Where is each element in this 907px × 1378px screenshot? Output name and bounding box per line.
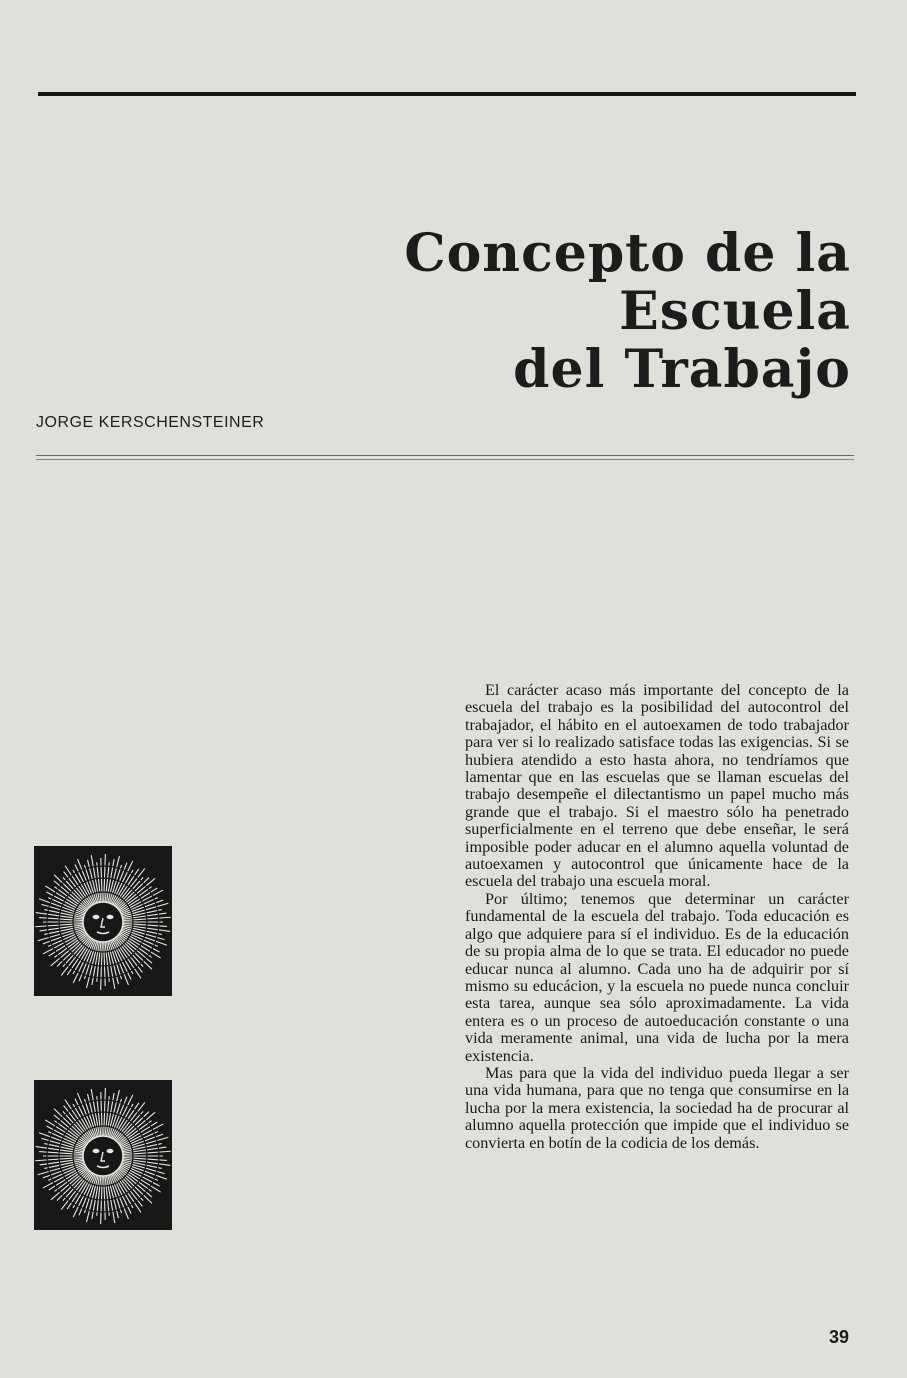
author-divider-secondary [36,459,854,460]
sun-eye [93,915,100,919]
sun-ray [101,1092,103,1136]
sun-eye [107,915,114,919]
sun-face-disk [83,1136,123,1176]
article-body [465,682,849,1152]
paragraph: Por último; tenemos que determinar un carácter fundamental de la escuela del trabajo. Toda educación es algo que adquiere para sí el individuo. Es de la educación de su propia alma de lo que se trata. El educador no puede educar nunca al alumno. Cada uno ha de adquirir por sí mismo su educácion, y la escuela no puede nunca concluir esta tarea, aunque sea sólo aproximadamente. La vida entera es o un proceso de autoeducación constante o una vida meramente animal, una vida de lucha por la mera existencia. [465,889,849,1065]
sun-ray [101,858,103,902]
sun-eye [93,1149,100,1153]
sun-eye [107,1149,114,1153]
sun-ray [104,1176,106,1220]
page-number: 39 [828,1327,849,1347]
author-name: JORGE KERSCHENSTEINER [36,414,265,431]
top-rule [38,92,856,96]
author-divider [36,455,854,456]
sun-ray [104,942,106,986]
sun-face-disk [83,902,123,942]
paragraph: Mas para que la vida del individuo pueda llegar a ser una vida humana, para que no tenga que consumirse en la lucha por la mera existencia, la sociedad ha de procurar al alumno aquella protección que impide que el individuo se convierta en botín de la codicia de los demás. [465,1063,849,1152]
article-title [231,225,851,399]
sun-face-illustration [34,1080,172,1230]
title-line-1: Concepto de la Escuela [404,223,851,342]
title-line-2: del Trabajo [513,339,851,400]
sun-face-illustration [34,846,172,996]
paragraph: El carácter acaso más importante del concepto de la escuela del trabajo es la posibilidad del autocontrol del trabajador, el hábito en el autoexamen de todo trabajador para ver si lo realizado satisface todas las exigencias. Si se hubiera atendido a esto hasta ahora, no tendríamos que lamentar que en las escuelas que se llaman escuelas del trabajo desempeñe el dilectantismo un papel mucho más grande que el trabajo. Si el maestro sólo ha penetrado superficialmente en el terreno que debe enseñar, le será imposible poder aducar en el alumno aquella voluntad de autoexamen y autocontrol que únicamente hace de la escuela del trabajo una escuela moral. [465,681,849,891]
